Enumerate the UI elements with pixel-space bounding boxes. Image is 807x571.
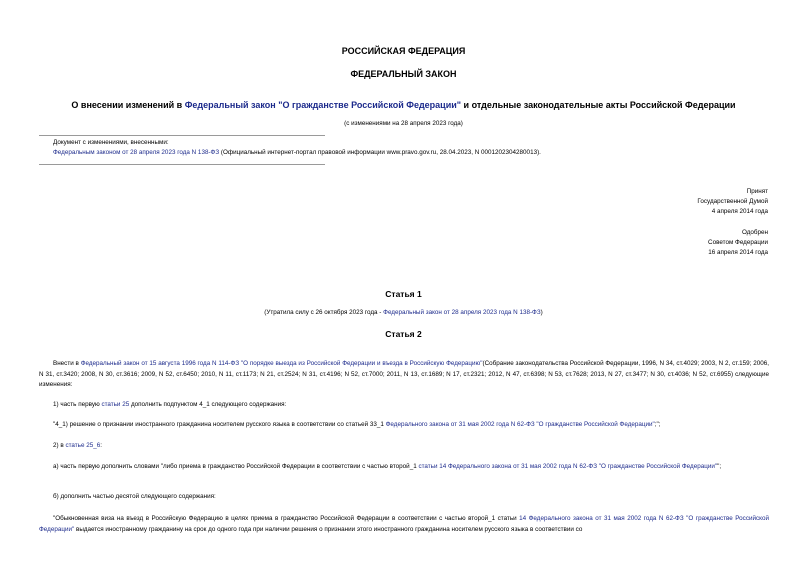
changes-top-rule: [39, 135, 325, 136]
p2-link[interactable]: статьи 25: [101, 401, 130, 408]
article-2-paragraph-1: [39, 359, 769, 391]
article-1-note-link[interactable]: Федеральный закон от 28 апреля 2023 года N 138-ФЗ: [383, 309, 541, 316]
article-2-paragraph-7: [39, 514, 769, 535]
article-1-note-post: ): [540, 309, 543, 316]
p1-link[interactable]: Федеральный закон от 15 августа 1996 года N 114-ФЗ "О порядке выезда из Российской Федерации и въезда в Российскую Федерацию": [80, 360, 483, 367]
changes-tail: (Официальный интернет-портал правовой информации www.pravo.gov.ru, 28.04.2023, N 0001202304280013).: [219, 149, 541, 156]
adoption-line-2: Государственной Думой: [697, 198, 768, 205]
p1-post: (Собрание законодательства Российской Федерации, 1996, N 34, ст.4029; 2003, N 2, ст.159; 2006, N 31, ст.3420; 2008, N 30, ст.3616; 2009, N 52, ст.6450; 2010, N 11, ст.1173; N 21, ст.2524; N 31, ст.4196; N 52, ст.7000; 2011, N 13, ст.1689; N 17, ст.2321; 2012, N 47, ст.6398; N 53, ст.7628; 2013, N 27, ст.3477; N 30, ст.4036; N 52, ст.6955) следующие изменения:: [39, 360, 769, 388]
p4-pre: 2) в: [53, 442, 66, 449]
p1-pre: Внести в: [53, 360, 81, 367]
p5-post: ";: [717, 463, 722, 470]
law-title-post: и отдельные законодательные акты Российской Федерации: [461, 100, 736, 110]
article-1-title: Статья 1: [385, 289, 422, 299]
changes-link[interactable]: Федеральным законом от 28 апреля 2023 года N 138-ФЗ: [53, 149, 220, 156]
adoption-council: [708, 228, 768, 258]
law-title-pre: О внесении изменений в: [71, 100, 185, 110]
p2-post: дополнить подпунктом 4_1 следующего содержания:: [129, 401, 287, 408]
p3-pre: "4_1) решение о признании иностранного гражданина носителем русского языка в соответствии со статьей 33_1: [53, 421, 386, 428]
changes-label: Документ с изменениями, внесенными:: [53, 139, 169, 146]
article-2-paragraph-6: б) дополнить частью десятой следующего содержания:: [53, 493, 216, 500]
article-2-paragraph-5: [39, 462, 769, 473]
law-title: [0, 100, 807, 110]
adoption-line-5: Советом Федерации: [708, 239, 768, 246]
p4-link[interactable]: статье 25_6: [65, 442, 101, 449]
p2-pre: 1) часть первую: [53, 401, 102, 408]
p3-link[interactable]: Федерального закона от 31 мая 2002 года N 62-ФЗ "О гражданстве Российской Федерации": [385, 421, 655, 428]
adoption-line-4: Одобрен: [741, 229, 768, 236]
p7-link[interactable]: 14 Федерального закона от 31 мая 2002 года N 62-ФЗ "О гражданстве Российской Федерации": [39, 515, 769, 533]
article-1-note-pre: (Утратила силу с 26 октября 2023 года -: [264, 309, 384, 316]
article-1-note: [0, 309, 807, 317]
adoption-line-3: 4 апреля 2014 года: [711, 208, 768, 215]
edition-note: (с изменениями на 28 апреля 2023 года): [344, 120, 463, 127]
p3-post: ;";: [654, 421, 661, 428]
article-2-paragraph-2: [39, 400, 769, 411]
p5-link[interactable]: статьи 14 Федерального закона от 31 мая 2002 года N 62-ФЗ "О гражданстве Российской Федерации": [418, 463, 718, 470]
adoption-line-1: Принят: [746, 188, 768, 195]
article-2-title: Статья 2: [385, 329, 422, 339]
changes-line: [53, 149, 793, 157]
country-heading: РОССИЙСКАЯ ФЕДЕРАЦИЯ: [341, 46, 466, 56]
adoption-line-6: 16 апреля 2014 года: [708, 249, 768, 256]
adoption-duma: [697, 187, 768, 217]
p5-pre: а) часть первую дополнить словами "либо приема в гражданство Российской Федерации в соответствии с частью второй_1: [53, 463, 419, 470]
law-type-heading: ФЕДЕРАЛЬНЫЙ ЗАКОН: [350, 69, 457, 79]
p4-post: :: [100, 442, 102, 449]
p7-pre: "Обыкновенная виза на въезд в Российскую Федерацию в целях приема в гражданство Российской Федерации в соответствии с частью второй_1 статьи: [53, 515, 520, 522]
changes-bottom-rule: [39, 164, 325, 165]
article-2-paragraph-4: [39, 441, 769, 452]
p7-post: выдается иностранному гражданину на срок до одного года при наличии решения о признании этого иностранного гражданина носителем русского языка в соответствии со: [74, 525, 583, 533]
law-title-link[interactable]: Федеральный закон "О гражданстве Российской Федерации": [184, 100, 462, 110]
article-2-paragraph-3: [39, 420, 769, 431]
